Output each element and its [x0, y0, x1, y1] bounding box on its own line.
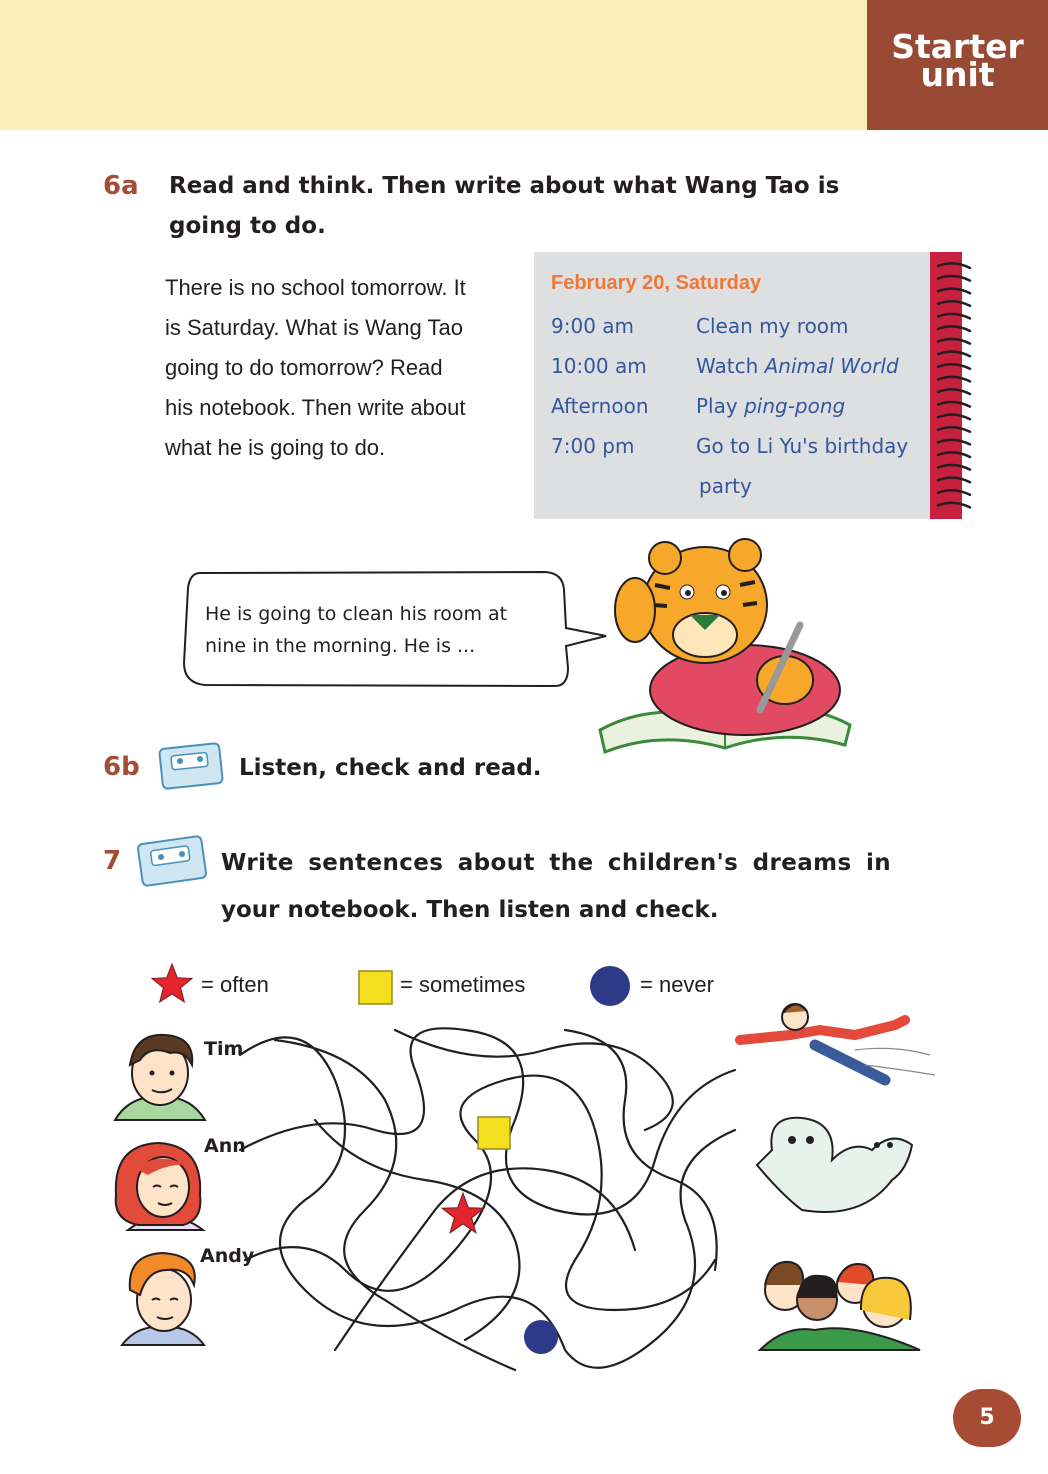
- paragraph-line: going to do tomorrow? Read: [165, 355, 443, 380]
- notebook-time: 7:00 pm: [551, 434, 635, 458]
- activity-text: Watch: [696, 354, 765, 378]
- child-name-ann: Ann: [204, 1135, 246, 1157]
- andy-portrait: [112, 1245, 212, 1350]
- exercise-6a-heading-line2: going to do.: [169, 213, 326, 239]
- tim-portrait: [110, 1025, 210, 1125]
- legend-never-label: = never: [640, 972, 714, 997]
- maze-circle-marker: [524, 1320, 558, 1354]
- exercise-6a-number: 6a: [103, 171, 139, 201]
- notebook-activity: [696, 394, 845, 418]
- notebook-time: 10:00 am: [551, 354, 647, 378]
- exercise-6b-heading: Listen, check and read.: [239, 755, 542, 781]
- exercise-7-heading-line2: your notebook. Then listen and check.: [221, 897, 719, 923]
- notebook-activity: [696, 354, 899, 378]
- square-icon: [357, 969, 395, 1007]
- star-icon: [150, 963, 196, 1005]
- notebook-date: February 20, Saturday: [551, 272, 762, 294]
- top-banner: [0, 0, 867, 130]
- notebook-activity: [696, 434, 908, 458]
- circle-icon: [588, 964, 634, 1010]
- notebook-continuation: party: [699, 474, 752, 498]
- exercise-6a-heading-line1: Read and think. Then write about what Wang Tao is: [169, 173, 840, 199]
- exercise-6b-number: 6b: [103, 752, 140, 782]
- unit-tab-line1: Starter: [891, 27, 1024, 66]
- unit-tab-line2: unit: [920, 55, 995, 94]
- notebook-time: 9:00 am: [551, 314, 635, 338]
- tiger-writing-illustration: [595, 530, 855, 755]
- page-number: 5: [953, 1389, 1021, 1447]
- ghost-illustration: [742, 1110, 922, 1220]
- activity-text: Clean my room: [696, 314, 849, 338]
- ann-portrait: [108, 1135, 213, 1235]
- cassette-tape-icon: [158, 742, 226, 794]
- speech-line: He is going to clean his room at: [205, 603, 508, 625]
- activity-italic: Animal World: [764, 354, 899, 378]
- activity-italic: ping-pong: [744, 394, 846, 418]
- exercise-7-heading-line1: Write sentences about the children's dreams in: [221, 850, 892, 876]
- paragraph-line: his notebook. Then write about: [165, 395, 466, 420]
- legend-sometimes-label: = sometimes: [400, 972, 526, 997]
- speech-line: nine in the morning. He is ...: [205, 635, 476, 657]
- legend-often-label: = often: [201, 972, 269, 997]
- unit-tab: [867, 0, 1048, 130]
- dream-maze: [215, 1010, 755, 1390]
- flying-boy-illustration: [735, 995, 940, 1095]
- maze-star-marker: [442, 1193, 484, 1233]
- child-name-andy: Andy: [200, 1245, 255, 1267]
- paragraph-line: what he is going to do.: [165, 435, 386, 460]
- exercise-6a-paragraph: [165, 268, 500, 468]
- friends-group-illustration: [755, 1250, 925, 1350]
- paragraph-line: is Saturday. What is Wang Tao: [165, 315, 463, 340]
- speech-bubble-text: [205, 598, 565, 662]
- activity-text: Play: [696, 394, 745, 418]
- maze-square-marker: [478, 1117, 510, 1149]
- notebook-time: Afternoon: [551, 394, 649, 418]
- activity-text: Go to Li Yu's birthday: [696, 434, 909, 458]
- exercise-7-number: 7: [103, 846, 122, 876]
- notebook-activity: [696, 314, 849, 338]
- cassette-tape-icon: [137, 836, 211, 890]
- paragraph-line: There is no school tomorrow. It: [165, 275, 466, 300]
- child-name-tim: Tim: [204, 1038, 244, 1060]
- spiral-rings-icon: [930, 258, 975, 518]
